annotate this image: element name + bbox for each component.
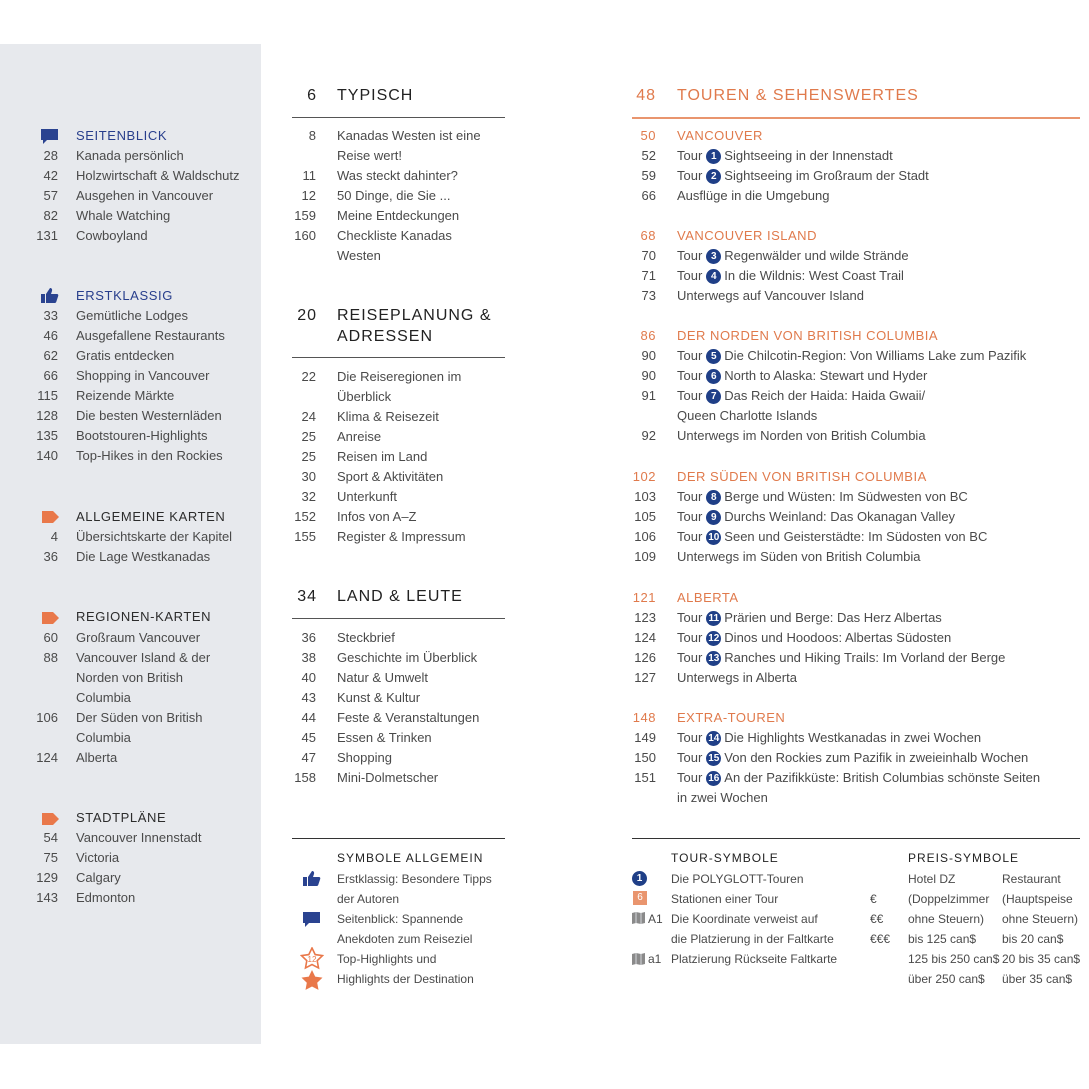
divider [292,618,505,619]
list-item: 135 Bootstouren-Highlights [36,428,208,443]
tour-number-badge: 16 [708,773,720,784]
tour-number-badge: 13 [708,653,720,664]
list-item: 24 Klima & Reisezeit [301,409,439,424]
price-restaurant-value: über 35 can$ [1002,972,1073,986]
list-item: 90 Tour 6 North to Alaska: Stewart und Hyder [641,368,928,383]
list-item: 131 Cowboyland [36,228,148,243]
tour-number-badge: 1 [632,871,647,886]
divider [292,357,505,358]
list-item: 115 Reizende Märkte [37,388,175,403]
legend-title-tour: TOUR-SYMBOLE [671,851,779,865]
list-item: 109 Unterwegs im Süden von British Columbia [634,549,921,564]
list-item: 66 Ausflüge in die Umgebung [641,188,830,203]
list-item: 82 Whale Watching [43,208,171,223]
list-item: 151 Tour 16 An der Pazifikküste: British Columbias schönste Seiten in zwei Wochen [634,770,1041,805]
list-item: 52 Tour 1 Sightseeing in der Innenstadt [641,148,893,163]
tour-number-badge: 8 [706,490,721,505]
list-item: 127 Unterwegs in Alberta [634,670,797,685]
tour-number-badge: 2 [706,169,721,184]
divider [292,117,505,118]
price-symbol: €€€ [870,932,891,946]
list-item: 42 Holzwirtschaft & Waldschutz [43,168,240,183]
list-item: 106 Tour 10 Seen und Geisterstädte: Im Südosten von BC [634,529,988,544]
price-symbol: €€ [870,912,884,926]
legend-item: Erstklassig: Besondere Tipps der Autoren [337,872,492,906]
list-item: 150 Tour 15 Von den Rockies zum Pazifik in zweieinhalb Wochen [634,750,1029,765]
tour-number-badge: 9 [706,510,721,525]
sidebar-section-title: ERSTKLASSIG [76,288,173,303]
tour-number-badge: 10 [708,532,720,543]
list-item: 59 Tour 2 Sightseeing im Großraum der Stadt [641,168,929,183]
sidebar-section-title: STADTPLÄNE [76,810,167,825]
list-item: 11 Was steckt dahinter? [302,168,458,183]
speech-bubble-icon [302,911,321,928]
list-item: 30 Sport & Aktivitäten [301,469,444,484]
list-item: 149 Tour 14 Die Highlights Westkanadas in zwei Wochen [634,730,982,745]
list-item: 12 50 Dinge, die Sie ... [301,188,451,203]
legend-item: Die POLYGLOTT-Touren [671,872,804,886]
list-item: 158 Mini-Dolmetscher [294,770,439,785]
list-item: 91 Tour 7 Das Reich der Haida: Haida Gwaii/ Queen Charlotte Islands [641,388,926,423]
legend-item: Die Koordinate verweist auf die Platzierung in der Faltkarte [671,912,834,946]
list-item: 47 Shopping [301,750,392,765]
list-item: 22 Die Reiseregionen im Überblick [301,369,462,404]
list-item: 152 Infos von A–Z [294,509,417,524]
list-item: 38 Geschichte im Überblick [301,650,478,665]
folded-map-icon [632,912,645,924]
legend-title-price: PREIS-SYMBOLE [908,851,1020,865]
tour-number-badge: 14 [708,733,720,744]
price-hotel-value: bis 125 can$ [908,932,977,946]
list-item: 57 Ausgehen in Vancouver [43,188,214,203]
list-item: 60 Großraum Vancouver [43,630,201,645]
list-item: 25 Reisen im Land [301,449,428,464]
map-tag-icon [42,511,59,523]
divider [292,838,505,839]
list-item: 40 Natur & Umwelt [301,670,429,685]
list-item: 8 Kanadas Westen ist eine Reise wert! [308,128,481,163]
list-item: 54 Vancouver Innenstadt [43,830,202,845]
sidebar-section-title: SEITENBLICK [76,128,168,143]
thumbs-up-icon [40,287,59,304]
price-col-restaurant-head: Restaurant [1002,872,1061,886]
list-item: 155 Register & Impressum [294,529,466,544]
price-col-restaurant-sub: (Hauptspeise [1002,892,1073,906]
list-item: 66 Shopping in Vancouver [43,368,210,383]
list-item: 88 Vancouver Island & der Norden von British Columbia [43,650,211,705]
map-coordinate-label: A1 [648,912,663,926]
legend-title-general: SYMBOLE ALLGEMEIN [337,851,484,865]
list-item: 160 Checkliste Kanadas Westen [294,228,452,263]
list-item: 106 Der Süden von British Columbia [36,710,203,745]
list-item: 103 Tour 8 Berge und Wüsten: Im Südwesten von BC [634,489,968,504]
tour-number-badge: 7 [706,389,721,404]
list-item: 4 Übersichtskarte der Kapitel [50,529,233,544]
list-item: 62 Gratis entdecken [43,348,175,363]
price-symbol: € [870,892,877,906]
tour-number-badge: 1 [706,149,721,164]
list-item: 123 Tour 11 Prärien und Berge: Das Herz Albertas [634,610,942,625]
legend-item: Stationen einer Tour [671,892,779,906]
price-col-hotel-sub: ohne Steuern) [908,912,985,926]
map-tag-icon [42,612,59,624]
list-item: 71 Tour 4 In die Wildnis: West Coast Trail [641,268,904,283]
sidebar-section-title: REGIONEN-KARTEN [76,609,212,624]
tour-number-badge: 5 [706,349,721,364]
list-item: 124 Tour 12 Dinos und Hoodoos: Albertas Südosten [634,630,952,645]
list-item: 73 Unterwegs auf Vancouver Island [641,288,864,303]
list-item: 92 Unterwegs im Norden von British Columbia [641,428,926,443]
list-item: 124 Alberta [36,750,118,765]
star-badge-icon [300,947,324,991]
station-badge: 6 [633,891,647,905]
list-item: 90 Tour 5 Die Chilcotin-Region: Von Williams Lake zum Pazifik [641,348,1027,363]
tour-number-badge: 4 [706,269,721,284]
list-item: 28 Kanada persönlich [43,148,184,163]
folded-map-icon [632,953,645,965]
tour-number-badge: 11 [706,611,721,626]
list-item: 140 Top-Hikes in den Rockies [36,448,223,463]
legend-item: Top-Highlights und Highlights der Destination [337,952,474,986]
legend-item: Platzierung Rückseite Faltkarte [671,952,838,966]
map-coordinate-label: a1 [648,952,662,966]
tour-number-badge: 6 [706,369,721,384]
star-badge-number: 12 [307,955,317,964]
sidebar-section-title: ALLGEMEINE KARTEN [76,509,226,524]
thumbs-up-icon [302,870,321,887]
list-item: 36 Die Lage Westkanadas [43,549,211,564]
price-col-hotel-head: Hotel DZ [908,872,956,886]
price-restaurant-value: 20 bis 35 can$ [1002,952,1081,966]
list-item: 128 Die besten Westernläden [36,408,222,423]
price-restaurant-value: bis 20 can$ [1002,932,1064,946]
tour-number-badge: 3 [706,249,721,264]
list-item: 129 Calgary [36,870,121,885]
list-item: 105 Tour 9 Durchs Weinland: Das Okanagan Valley [634,509,956,524]
list-item: 44 Feste & Veranstaltungen [301,710,480,725]
list-item: 43 Kunst & Kultur [301,690,421,705]
price-hotel-value: 125 bis 250 can$ [908,952,1000,966]
list-item: 25 Anreise [301,429,382,444]
price-col-restaurant-sub: ohne Steuern) [1002,912,1079,926]
list-item: 36 Steckbrief [301,630,395,645]
list-item: 32 Unterkunft [301,489,397,504]
divider [632,838,1080,839]
tour-number-badge: 15 [708,753,720,764]
list-item: 33 Gemütliche Lodges [43,308,189,323]
list-item: 143 Edmonton [36,890,136,905]
list-item: 126 Tour 13 Ranches und Hiking Trails: Im Vorland der Berge [634,650,1006,665]
list-item: 45 Essen & Trinken [301,730,432,745]
list-item: 159 Meine Entdeckungen [294,208,460,223]
price-hotel-value: über 250 can$ [908,972,985,986]
list-item: 46 Ausgefallene Restaurants [43,328,225,343]
tour-number-badge: 12 [708,633,720,644]
price-col-hotel-sub: (Doppelzimmer [908,892,990,906]
speech-bubble-icon [40,128,59,145]
list-item: 70 Tour 3 Regenwälder und wilde Strände [641,248,909,263]
legend-item: Seitenblick: Spannende Anekdoten zum Reiseziel [337,912,473,946]
divider [632,117,1080,119]
map-tag-icon [42,813,59,825]
list-item: 75 Victoria [43,850,120,865]
